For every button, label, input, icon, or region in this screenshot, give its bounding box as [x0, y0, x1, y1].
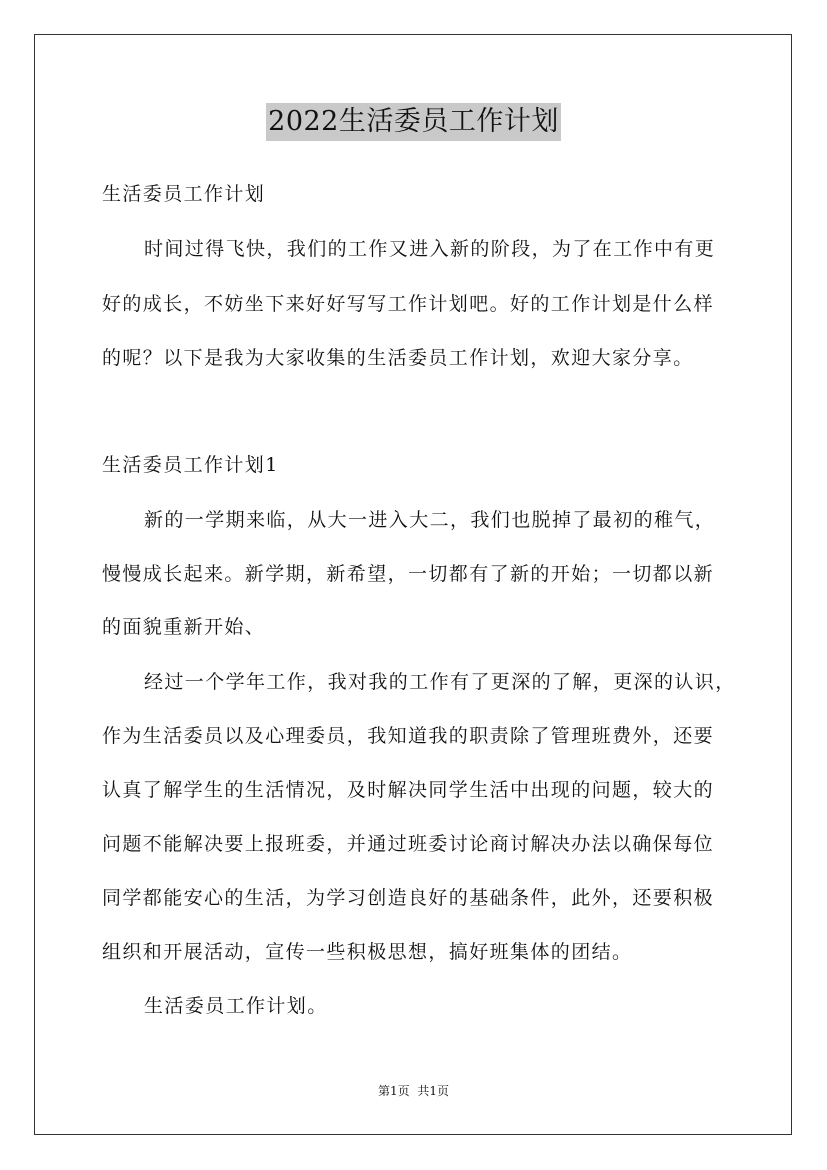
paragraph-line: 新的一学期来临，从大一进入大二，我们也脱掉了最初的稚气，	[144, 509, 716, 531]
paragraph-line: 的面貌重新开始、	[102, 616, 266, 638]
document-subtitle: 生活委员工作计划	[102, 183, 266, 205]
intro-line: 时间过得飞快，我们的工作又进入新的阶段，为了在工作中有更	[144, 238, 716, 260]
paragraph-line: 生活委员工作计划。	[144, 995, 328, 1017]
intro-line: 的呢？以下是我为大家收集的生活委员工作计划，欢迎大家分享。	[102, 347, 694, 369]
paragraph-line: 作为生活委员以及心理委员，我知道我的职责除了管理班费外，还要	[102, 725, 715, 747]
paragraph-line: 经过一个学年工作，我对我的工作有了更深的了解，更深的认识，	[144, 671, 736, 693]
title-container	[0, 103, 827, 141]
page-footer	[0, 1083, 827, 1099]
page-number: 第1页	[378, 1084, 410, 1098]
paragraph-line: 同学都能安心的生活，为学习创造良好的基础条件，此外，还要积极	[102, 887, 715, 909]
paragraph-line: 问题不能解决要上报班委，并通过班委讨论商讨解决办法以确保每位	[102, 833, 715, 855]
section-heading: 生活委员工作计划1	[102, 454, 279, 476]
intro-line: 好的成长，不妨坐下来好好写写工作计划吧。好的工作计划是什么样	[102, 293, 715, 315]
page-total: 共1页	[417, 1084, 449, 1098]
paragraph-line: 认真了解学生的生活情况，及时解决同学生活中出现的问题，较大的	[102, 779, 715, 801]
paragraph-line: 组织和开展活动，宣传一些积极思想，搞好班集体的团结。	[102, 941, 633, 963]
document-title: 2022生活委员工作计划	[266, 103, 561, 141]
paragraph-line: 慢慢成长起来。新学期，新希望，一切都有了新的开始；一切都以新	[102, 563, 715, 585]
